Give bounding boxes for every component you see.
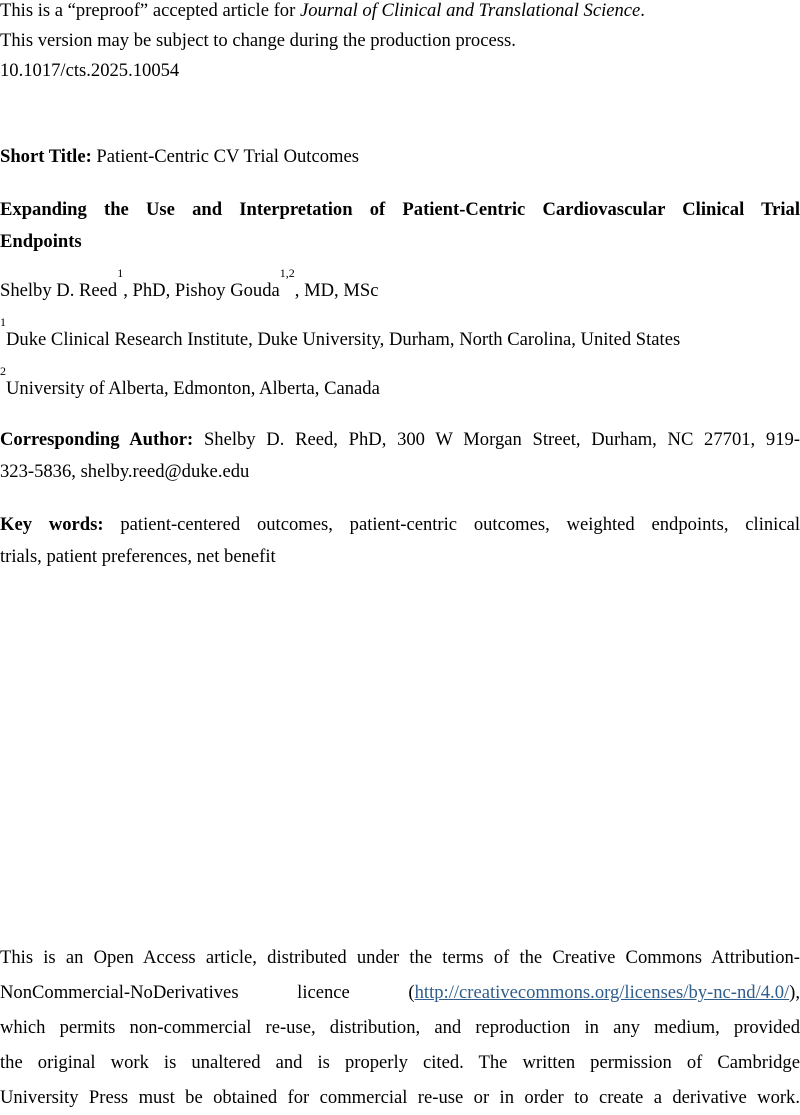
license-url-link[interactable]: http://creativecommons.org/licenses/by-nc-nd/4.0/ [414,982,790,1003]
license-line-1: This is an Open Access article, distributed under the terms of the Creative Commons Attribution- [0,947,800,968]
journal-name: Journal of Clinical and Translational Science [299,0,641,21]
corresponding-author-contact: 323-5836, shelby.reed@duke.edu [0,461,250,482]
license-statement [0,940,800,1115]
author-1-affiliation: 1 [117,266,124,280]
author-2-affiliation: 1,2 [279,266,295,280]
author-2: Pishoy Gouda [174,280,280,301]
keywords-line-2: trials, patient preferences, net benefit [0,546,276,567]
license-line-2: NonCommercial-NoDerivatives licence (http://creativecommons.org/licenses/by-nc-nd/4.0/), [0,982,800,1003]
short-title [0,142,800,172]
corresponding-author-label: Corresponding Author: [0,429,194,450]
keywords: Key words: patient-centered outcomes, patient-centric outcomes, weighted endpoints, clinical trials, patient preferences, net benefit [0,507,800,572]
license-line-5: University Press must be obtained for commercial re-use or in order to create a derivative work. [0,1087,800,1108]
preproof-line-1: This is a “preproof” accepted article for Journal of Clinical and Translational Science. [0,0,645,21]
preproof-notice [0,0,800,86]
authors: Shelby D. Reed$^1$, PhD, Pishoy Gouda$^{1,2}$, MD, MSc [0,266,379,301]
article-title-line-2: Endpoints [0,231,82,252]
article-title-line-1: Expanding the Use and Interpretation of Patient-Centric Cardiovascular Clinical Trial [0,199,800,220]
article-title [0,192,800,257]
affiliation-1: $^1$Duke Clinical Research Institute, Duke University, Durham, North Carolina, United States [0,315,681,350]
author-1: Shelby D. Reed [0,280,118,301]
preproof-line-2: This version may be subject to change during the production process. [0,30,516,51]
short-title-value: Patient-Centric CV Trial Outcomes [91,146,359,167]
doi: 10.1017/cts.2025.10054 [0,60,180,81]
license-line-3: which permits non-commercial re-use, distribution, and reproduction in any medium, provided [0,1017,800,1038]
license-line-4: the original work is unaltered and is properly cited. The written permission of Cambridge [0,1052,800,1073]
short-title-label: Short Title: [0,146,92,167]
keywords-label: Key words: [0,514,104,535]
corresponding-author: Corresponding Author: Shelby D. Reed, PhD, 300 W Morgan Street, Durham, NC 27701, 919- 323-5836, shelby.reed@duke.edu [0,422,800,487]
affiliation-2: $^2$University of Alberta, Edmonton, Alberta, Canada [0,364,380,399]
